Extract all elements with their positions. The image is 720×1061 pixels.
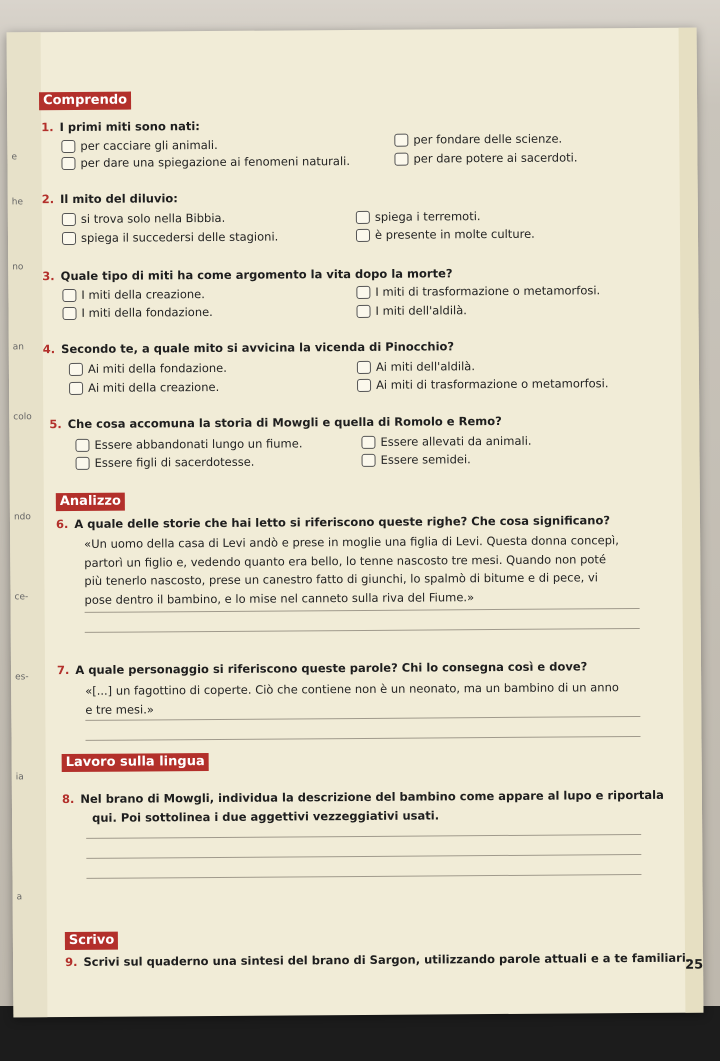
checkbox-icon[interactable]: [69, 362, 83, 375]
checkbox-icon[interactable]: [357, 378, 371, 391]
checkbox-icon[interactable]: [356, 285, 370, 298]
checkbox-icon[interactable]: [62, 288, 76, 301]
checkbox-icon[interactable]: [61, 156, 75, 169]
section-label-lavoro: Lavoro sulla lingua: [62, 753, 209, 772]
checkbox-icon[interactable]: [362, 453, 376, 466]
option-checkbox[interactable]: Essere abbandonati lungo un fiume.: [75, 436, 302, 452]
question-2: 2. Il mito del diluvio:: [41, 191, 178, 207]
section-label-comprendo: Comprendo: [39, 92, 131, 111]
option-checkbox[interactable]: spiega il succedersi delle stagioni.: [62, 230, 278, 246]
answer-line[interactable]: [85, 628, 640, 633]
option-checkbox[interactable]: per dare una spiegazione ai fenomeni naturali.: [61, 154, 350, 170]
option-checkbox[interactable]: I miti della creazione.: [62, 287, 205, 302]
checkbox-icon[interactable]: [356, 304, 370, 317]
answer-line[interactable]: [85, 608, 640, 613]
checkbox-icon[interactable]: [75, 438, 89, 451]
question-3: 3. Quale tipo di miti ha come argomento la vita dopo la morte?: [42, 266, 453, 284]
checkbox-icon[interactable]: [394, 152, 408, 165]
checkbox-icon[interactable]: [69, 381, 83, 394]
section-label-analizzo: Analizzo: [56, 493, 125, 511]
question-6-quote: «Un uomo della casa di Levi andò e prese in moglie una figlia di Levi. Questa donna concepì, partorì un figlio e, vedendo quanto era bello, lo tenne nascosto tre mesi. Quando non poté più tenerlo nascosto, prese un canestro fatto di giunchi, lo spalmò di bitume e di pece, vi pose dentro il bambino, e lo mise nel canneto sulla riva del Fiume.»: [84, 533, 619, 607]
answer-line[interactable]: [86, 736, 641, 741]
answer-line[interactable]: [86, 834, 641, 839]
option-checkbox[interactable]: Ai miti di trasformazione o metamorfosi.: [357, 376, 609, 392]
question-8: 8. Nel brano di Mowgli, individua la descrizione del bambino come appare al lupo e riportala: [61, 787, 664, 807]
option-checkbox[interactable]: I miti dell'aldilà.: [356, 303, 466, 318]
option-checkbox[interactable]: I miti della fondazione.: [62, 305, 212, 320]
option-checkbox[interactable]: per cacciare gli animali.: [61, 138, 218, 153]
question-1: 1. I primi miti sono nati:: [41, 119, 200, 135]
checkbox-icon[interactable]: [394, 133, 408, 146]
checkbox-icon[interactable]: [357, 360, 371, 373]
page-number: 25: [685, 957, 704, 973]
option-checkbox[interactable]: si trova solo nella Bibbia.: [62, 211, 225, 226]
option-checkbox[interactable]: Ai miti della fondazione.: [69, 361, 227, 376]
option-checkbox[interactable]: I miti di trasformazione o metamorfosi.: [356, 283, 600, 299]
section-label-scrivo: Scrivo: [65, 932, 118, 950]
page-gutter: e he no an colo ndo ce- es- ia a: [7, 32, 48, 1017]
checkbox-icon[interactable]: [76, 456, 90, 469]
checkbox-icon[interactable]: [62, 231, 76, 244]
option-checkbox[interactable]: per dare potere ai sacerdoti.: [394, 150, 577, 165]
checkbox-icon[interactable]: [61, 139, 75, 152]
page-content: [39, 28, 704, 1017]
checkbox-icon[interactable]: [356, 228, 370, 241]
checkbox-icon[interactable]: [361, 435, 375, 448]
answer-line[interactable]: [86, 854, 641, 859]
option-checkbox[interactable]: è presente in molte culture.: [356, 227, 535, 242]
question-7: 7. A quale personaggio si riferiscono queste parole? Chi lo consegna così e dove?: [56, 659, 588, 678]
textbook-page: [7, 28, 704, 1018]
option-checkbox[interactable]: Essere semidei.: [362, 452, 471, 467]
option-checkbox[interactable]: Ai miti dell'aldilà.: [357, 359, 475, 374]
question-8-continued: qui. Poi sottolinea i due aggettivi vezzeggiativi usati.: [92, 808, 440, 825]
question-9-text: 9. Scrivi sul quaderno una sintesi del brano di Sargon, utilizzando parole attuali e a te familiari.: [65, 950, 691, 970]
option-checkbox[interactable]: Essere allevati da animali.: [361, 434, 531, 449]
checkbox-icon[interactable]: [62, 306, 76, 319]
option-checkbox[interactable]: Ai miti della creazione.: [69, 380, 219, 395]
option-checkbox[interactable]: per fondare delle scienze.: [394, 132, 562, 147]
option-checkbox[interactable]: spiega i terremoti.: [356, 209, 481, 224]
checkbox-icon[interactable]: [356, 210, 370, 223]
checkbox-icon[interactable]: [62, 212, 76, 225]
answer-line[interactable]: [86, 874, 641, 879]
question-4: 4. Secondo te, a quale mito si avvicina la vicenda di Pinocchio?: [42, 339, 455, 357]
question-5: 5. Che cosa accomuna la storia di Mowgli e quella di Romolo e Remo?: [49, 413, 502, 432]
question-6: 6. A quale delle storie che hai letto si riferiscono queste righe? Che cosa significano?: [55, 513, 611, 532]
option-checkbox[interactable]: Essere figli di sacerdotesse.: [76, 455, 255, 470]
question-7-quote: «[...] un fagottino di coperte. Ciò che contiene non è un neonato, ma un bambino di un anno e tre mesi.»: [85, 680, 619, 717]
